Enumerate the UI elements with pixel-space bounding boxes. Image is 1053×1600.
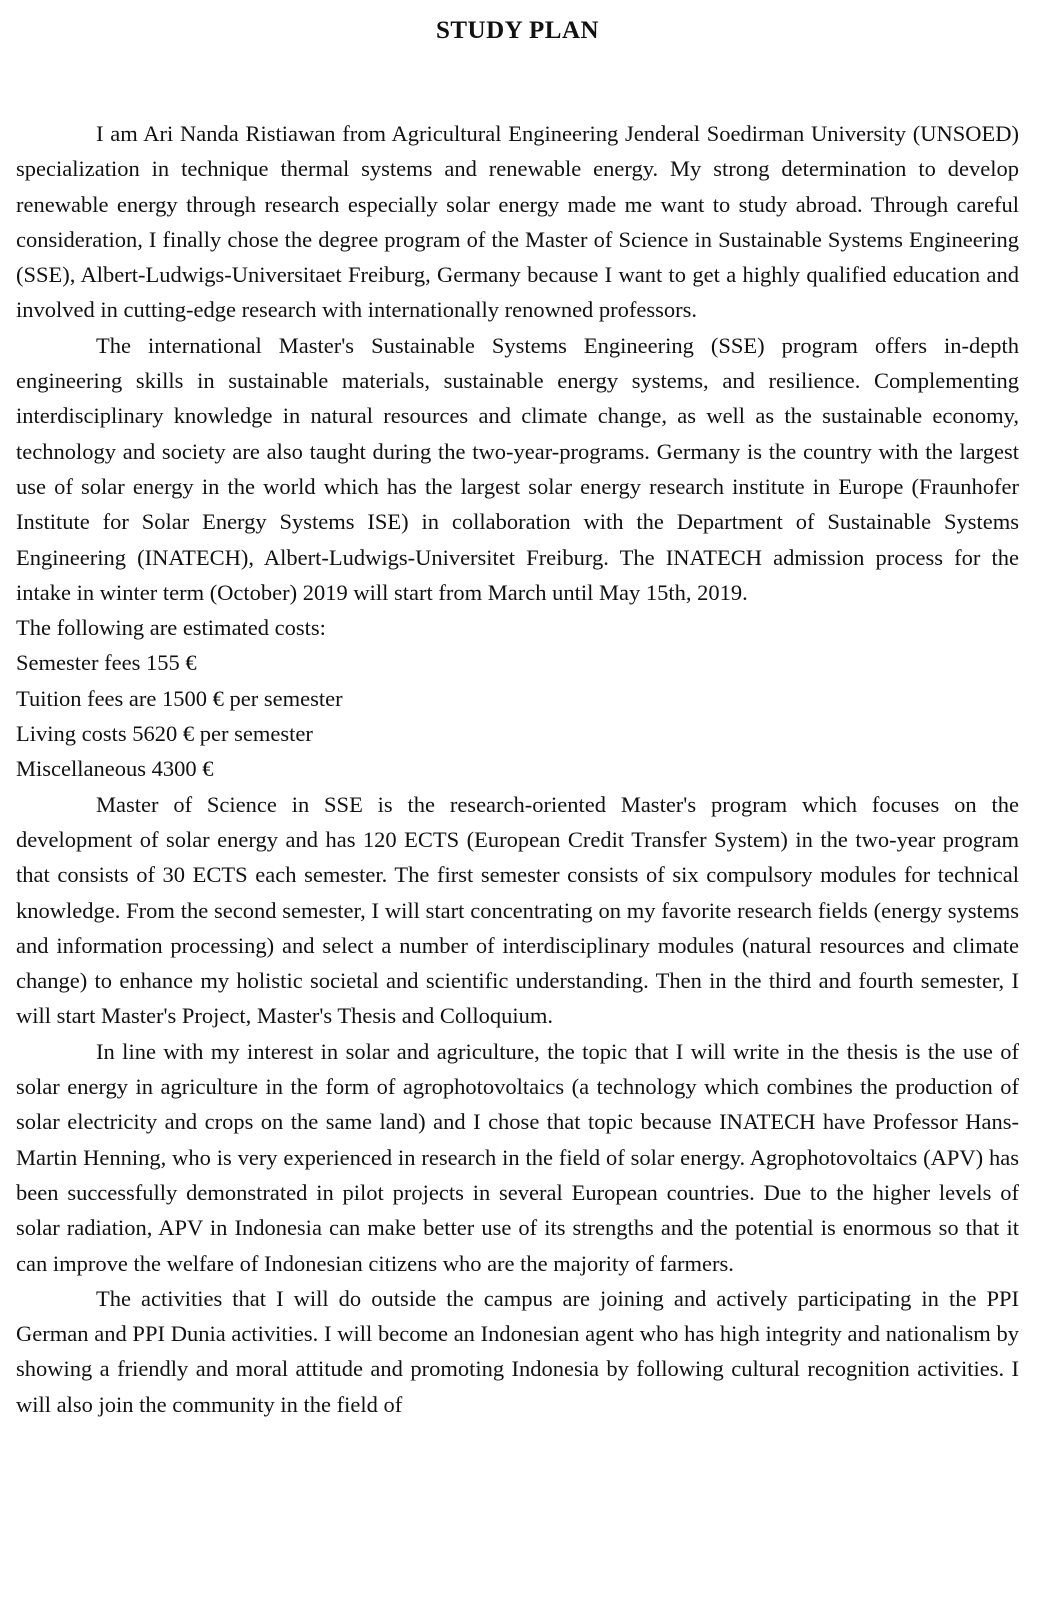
document-page	[16, 0, 1019, 1417]
cost-item-living-costs: Living costs 5620 € per semester	[16, 721, 313, 747]
cost-item-semester-fees: Semester fees 155 €	[16, 650, 197, 676]
paragraph-introduction: I am Ari Nanda Ristiawan from Agricultural Engineering Jenderal Soedirman University (UNSOED) specialization in technique thermal systems and renewable energy. My strong determination to develop renewable energy through research especially solar energy made me want to study abroad. Through careful consideration, I finally chose the degree program of the Master of Science in Sustainable Systems Engineering (SSE), Albert-Ludwigs-Universitaet Freiburg, Germany because I want to get a highly qualified education and involved in cutting-edge research with internationally renowned professors.	[16, 121, 1019, 323]
paragraph-thesis-topic: In line with my interest in solar and agriculture, the topic that I will write in the thesis is the use of solar energy in agriculture in the form of agrophotovoltaics (a technology which combines the production of solar electricity and crops on the same land) and I chose that topic because INATECH have Professor Hans-Martin Henning, who is very experienced in research in the field of solar energy. Agrophotovoltaics (APV) has been successfully demonstrated in pilot projects in several European countries. Due to the higher levels of solar radiation, APV in Indonesia can make better use of its strengths and the potential is enormous so that it can improve the welfare of Indonesian citizens who are the majority of farmers.	[16, 1038, 1019, 1276]
document-body	[16, 116, 1019, 1422]
paragraph-program-overview: The international Master's Sustainable Systems Engineering (SSE) program offers in-depth engineering skills in sustainable materials, sustainable energy systems, and resilience. Complementing interdisciplinary knowledge in natural resources and climate change, as well as the sustainable economy, technology and society are also taught during the two-year-programs. Germany is the country with the largest use of solar energy in the world which has the largest solar energy research institute in Europe (Fraunhofer Institute for Solar Energy Systems ISE) in collaboration with the Department of Sustainable Systems Engineering (INATECH), Albert-Ludwigs-Universitet Freiburg. The INATECH admission process for the intake in winter term (October) 2019 will start from March until May 15th, 2019.	[16, 332, 1019, 605]
cost-item-tuition-fees: Tuition fees are 1500 € per semester	[16, 685, 343, 711]
page-title: STUDY PLAN	[435, 17, 600, 44]
paragraph-activities: The activities that I will do outside the campus are joining and actively participating in the PPI German and PPI Dunia activities. I will become an Indonesian agent who has high integrity and nationalism by showing a friendly and moral attitude and promoting Indonesia by following cultural recognition activities. I will also join the community in the field of	[16, 1285, 1019, 1417]
cost-item-miscellaneous: Miscellaneous 4300 €	[16, 756, 214, 782]
cost-list	[16, 645, 1019, 786]
paragraph-curriculum: Master of Science in SSE is the research-oriented Master's program which focuses on the development of solar energy and has 120 ECTS (European Credit Transfer System) in the two-year program that consists of 30 ECTS each semester. The first semester consists of six compulsory modules for technical knowledge. From the second semester, I will start concentrating on my favorite research fields (energy systems and information processing) and select a number of interdisciplinary modules (natural resources and climate change) to enhance my holistic societal and scientific understanding. Then in the third and fourth semester, I will start Master's Project, Master's Thesis and Colloquium.	[16, 791, 1019, 1029]
costs-intro: The following are estimated costs:	[16, 615, 326, 641]
